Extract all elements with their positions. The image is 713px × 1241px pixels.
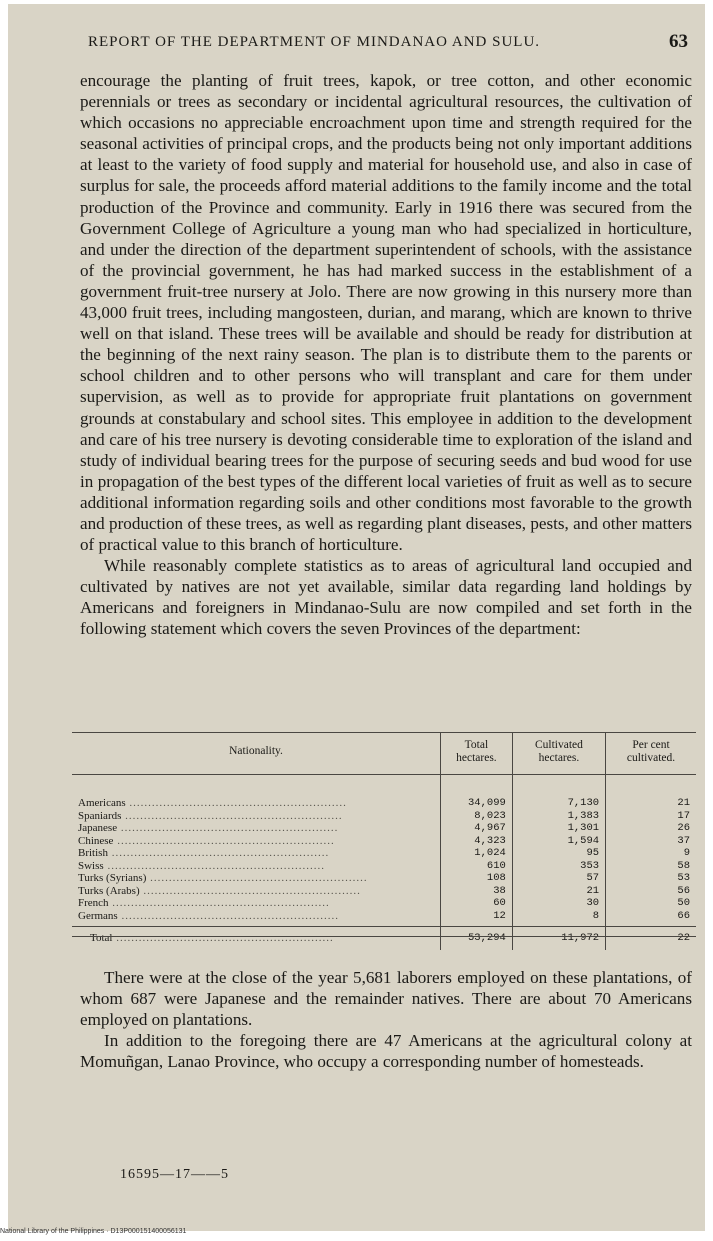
body-text [80, 70, 692, 640]
row-nationality: French [78, 897, 109, 909]
table-row [72, 885, 696, 898]
leader-dots: .......................................................... [112, 932, 334, 944]
row-nationality: Swiss [78, 859, 104, 872]
leader-dots: .......................................................... [146, 872, 368, 884]
row-nationality: British [78, 847, 108, 859]
table-row [72, 810, 696, 823]
row-nationality: Chinese [78, 834, 114, 847]
row-total: 1,024 [441, 847, 513, 860]
row-nationality: Americans [78, 797, 126, 809]
row-percent: 53 [606, 872, 696, 885]
row-nationality: Germans [78, 909, 118, 922]
table-row [72, 775, 696, 810]
leader-dots: .......................................................... [108, 897, 330, 909]
row-percent: 9 [606, 847, 696, 860]
row-percent: 26 [606, 822, 696, 835]
row-total: 4,967 [441, 822, 513, 835]
row-nationality: Spaniards [78, 809, 122, 822]
closing-text [80, 967, 692, 1072]
paragraph: There were at the close of the year 5,681 laborers employed on these plantations, of whom 687 were Japanese and the remainder natives. There are about 70 Americans employed on plantations. [80, 968, 692, 1030]
row-percent: 21 [606, 775, 696, 810]
row-percent: 50 [606, 897, 696, 910]
total-cultivated: 11,972 [512, 927, 605, 950]
row-cultivated: 57 [512, 872, 605, 885]
row-percent: 66 [606, 910, 696, 927]
row-percent: 37 [606, 835, 696, 848]
row-cultivated: 7,130 [512, 775, 605, 810]
page-number: 63 [669, 31, 688, 52]
leader-dots: .......................................................... [121, 809, 343, 822]
leader-dots: .......................................................... [117, 909, 339, 922]
library-watermark: National Library of the Philippines · D13P000151400056131 [0, 1228, 187, 1235]
row-percent: 56 [606, 885, 696, 898]
row-nationality: Japanese [78, 822, 118, 834]
row-total: 610 [441, 860, 513, 873]
row-cultivated: 1,594 [512, 835, 605, 848]
row-total: 60 [441, 897, 513, 910]
running-title: REPORT OF THE DEPARTMENT OF MINDANAO AND SULU. [88, 34, 541, 50]
row-percent: 17 [606, 810, 696, 823]
leader-dots: .......................................................... [113, 834, 335, 847]
row-total: 4,323 [441, 835, 513, 848]
row-percent: 58 [606, 860, 696, 873]
row-cultivated: 95 [512, 847, 605, 860]
table-row [72, 860, 696, 873]
row-nationality: Turks (Arabs) [78, 884, 140, 897]
paragraph: While reasonably complete statistics as to areas of agricultural land occupied and cultivated by natives are not yet available, similar data regarding land holdings by Americans and foreigners in Mindanao-Sulu are now compiled and set forth in the following statement which covers the seven Provinces of the department: [80, 556, 692, 639]
leader-dots: .......................................................... [139, 884, 361, 897]
total-hectares: 53,294 [441, 927, 513, 950]
row-nationality: Turks (Syrians) [78, 872, 147, 884]
table-row [72, 872, 696, 885]
col-header-percent: Per cent cultivated. [606, 733, 696, 775]
row-total: 8,023 [441, 810, 513, 823]
table-row [72, 835, 696, 848]
leader-dots: .......................................................... [107, 847, 330, 859]
row-cultivated: 21 [512, 885, 605, 898]
table-total-row [72, 927, 696, 950]
paragraph: In addition to the foregoing there are 47 Americans at the agricultural colony at Momuñgan, Lanao Province, who occupy a corresponding number of homesteads. [80, 1031, 692, 1072]
table-row [72, 897, 696, 910]
row-cultivated: 1,383 [512, 810, 605, 823]
total-label: Total [90, 932, 113, 944]
leader-dots: .......................................................... [117, 822, 339, 834]
col-header-total: Total hectares. [441, 733, 513, 775]
row-cultivated: 1,301 [512, 822, 605, 835]
row-cultivated: 353 [512, 860, 605, 873]
row-total: 38 [441, 885, 513, 898]
row-cultivated: 30 [512, 897, 605, 910]
document-page [8, 4, 705, 1231]
row-cultivated: 8 [512, 910, 605, 927]
col-header-cultivated: Cultivated hectares. [512, 733, 605, 775]
table-row [72, 822, 696, 835]
leader-dots: .......................................................... [125, 797, 347, 809]
row-total: 108 [441, 872, 513, 885]
land-holdings-table [72, 732, 696, 950]
table-header-row [72, 733, 696, 775]
table-row [72, 847, 696, 860]
table-row [72, 910, 696, 927]
row-total: 34,099 [441, 775, 513, 810]
leader-dots: .......................................................... [103, 859, 325, 872]
print-code: 16595—17——5 [120, 1167, 229, 1182]
paragraph: encourage the planting of fruit trees, kapok, or tree cotton, and other economic perennials or trees as secondary or incidental agricultural resources, the cultivation of which occasions no appreciable encroachment upon time and strength required for the seasonal activities of principal crops, and the products being not only important additions at least to the variety of food supply and material for household use, and also in case of surplus for sale, the proceeds afford material additions to the family income and the total production of the Province and community. Early in 1916 there was secured from the Government College of Agriculture a young man who had specialized in horticulture, and under the direction of the department superintendent of schools, with the assistance of the provincial government, he has had marked success in the establishment of a government fruit-tree nursery at Jolo. There are now growing in this nursery more than 43,000 fruit trees, including mangosteen, durian, and marang, which are known to thrive well on that island. These trees will be available and should be ready for distribution at the beginning of the next rainy season. The plan is to distribute them to the parents or school children and to other persons who will transplant and care for them under supervision, as well as to provide for appropriate fruit plantations on government grounds at constabulary and school sites. This employee in addition to the development and care of his tree nursery is devoting considerable time to exploration of the island and study of individual bearing trees for the purpose of securing seeds and bud wood for use in propagation of the best types of the different local varieties of fruit as well as to secure additional information regarding soils and other conditions most favorable to the growth and production of these trees, as well as regarding plant diseases, pests, and other matters of practical value to this branch of horticulture. [80, 71, 692, 555]
row-total: 12 [441, 910, 513, 927]
total-percent: 22 [606, 927, 696, 950]
col-header-nationality: Nationality. [72, 733, 441, 775]
divider-rule [72, 936, 696, 937]
